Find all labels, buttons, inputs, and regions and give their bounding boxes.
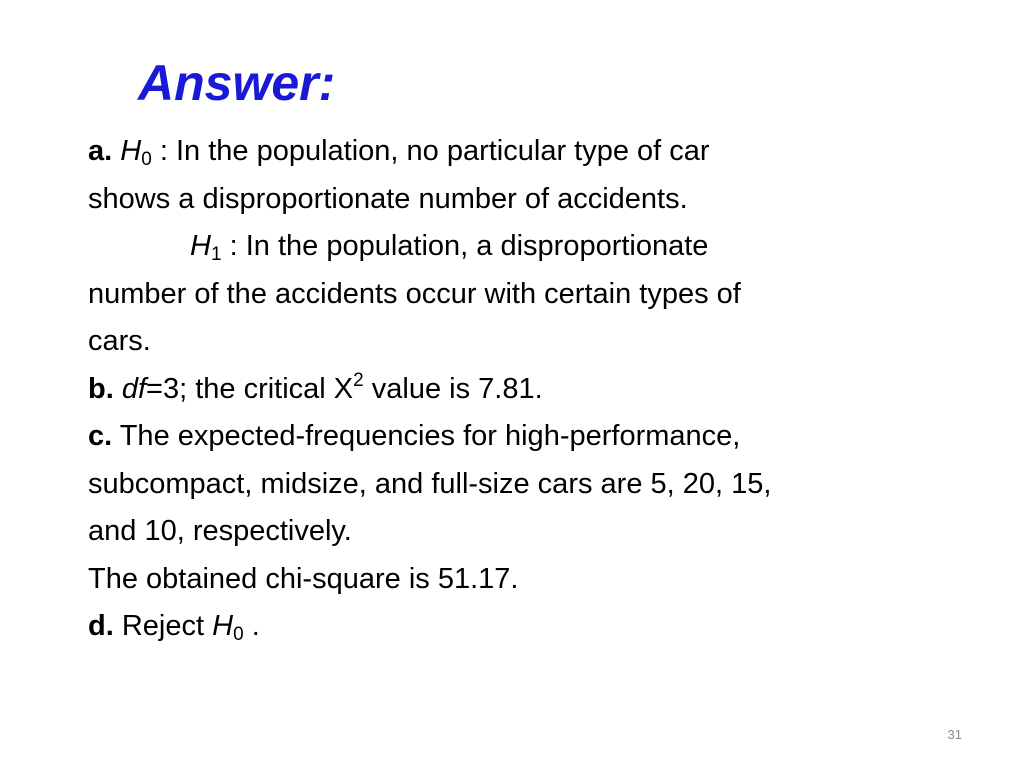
part-b-text-1: =3; the critical X <box>146 372 354 405</box>
part-a-label: a. <box>88 135 113 167</box>
chi-square-superscript: 2 <box>353 369 364 391</box>
part-d-text-1: Reject <box>113 610 213 642</box>
part-b-line <box>88 366 948 414</box>
part-a-line-5: cars. <box>88 325 151 357</box>
part-c-line-2: subcompact, midsize, and full-size cars are 5, 20, 15, <box>88 467 772 500</box>
part-a-line-3 <box>88 223 948 271</box>
slide-title: Answer: <box>138 55 336 111</box>
answer-body <box>88 128 948 651</box>
h1-symbol: H <box>190 230 211 262</box>
h1-subscript: 1 <box>210 244 222 265</box>
part-c-text-1: The expected-frequencies for high-performance, <box>112 420 741 452</box>
part-d-h0-symbol: H <box>212 610 234 642</box>
h0-text-1: : In the population, no particular type of car <box>151 135 710 167</box>
h1-text-1: : In the population, a disproportionate <box>221 230 709 262</box>
page-number: 31 <box>947 727 962 742</box>
part-d-text-2: . <box>243 610 260 642</box>
part-c-line-4: The obtained chi-square is 51.17. <box>88 562 519 595</box>
part-d-h0-subscript: 0 <box>233 624 244 645</box>
part-b-label: b. <box>88 372 114 405</box>
h0-symbol: H <box>120 135 142 167</box>
part-c-label: c. <box>88 420 113 452</box>
h0-subscript: 0 <box>141 149 152 170</box>
part-d-line <box>88 603 948 651</box>
part-d-label: d. <box>88 610 114 642</box>
part-c-line-3: and 10, respectively. <box>88 515 352 547</box>
df-symbol: df <box>121 372 147 405</box>
part-a-line-1 <box>88 128 948 176</box>
part-b-text-2: value is 7.81. <box>363 372 543 405</box>
part-a-line-4: number of the accidents occur with certain types of <box>88 277 741 310</box>
part-a-line-2: shows a disproportionate number of accidents. <box>88 182 688 215</box>
part-c-line-1 <box>88 413 948 461</box>
